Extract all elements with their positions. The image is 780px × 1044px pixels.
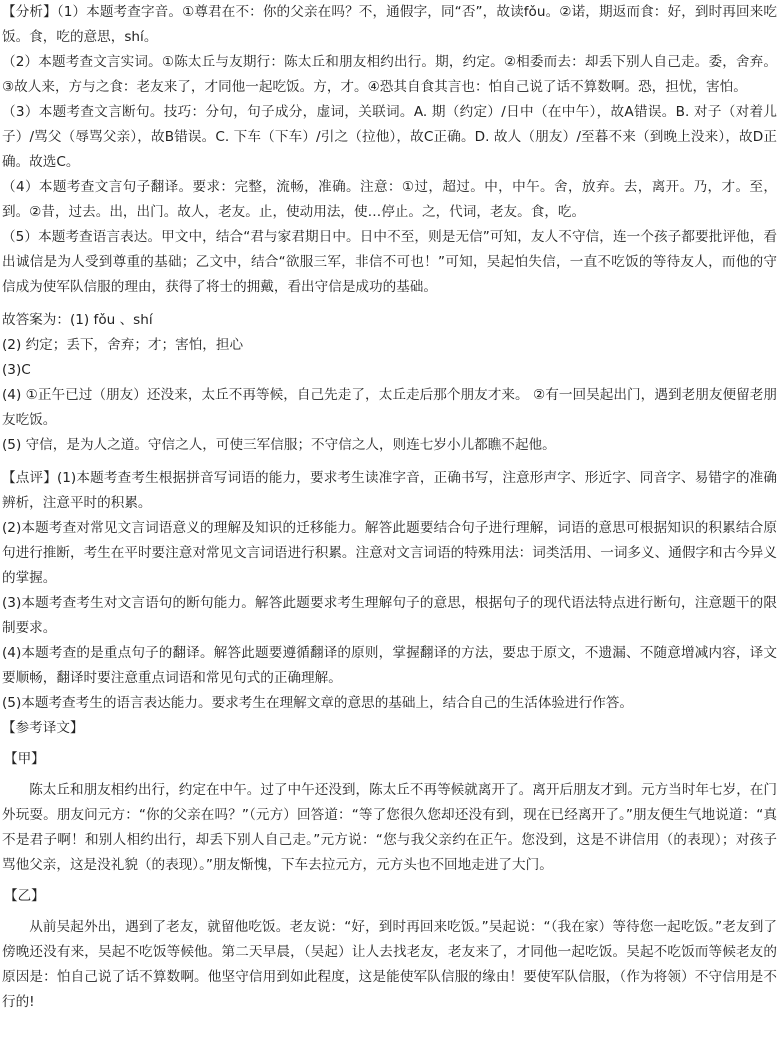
comment-paragraph-3: (3)本题考查考生对文言语句的断句能力。解答此题要求考生理解句子的意思，根据句子的现代语法特点进行断句，注意题干的限制要求。	[2, 595, 777, 636]
analysis-section	[2, 0, 777, 300]
analysis-paragraph-4: （4）本题考查文言句子翻译。要求：完整，流畅，准确。注意：①过，超过。中，中午。舍，放弃。去，离开。乃，才。至，到。②昔，过去。出，出门。故人，老友。止，使动用法，使…停止。之，代词，老友。食，吃。	[2, 179, 777, 220]
section-b-heading: 【乙】	[4, 888, 45, 904]
answer-section	[2, 308, 777, 458]
section-a-heading: 【甲】	[4, 751, 45, 767]
translation-heading: 【参考译文】	[2, 720, 84, 736]
comment-paragraph-5: (5)本题考查考生的语言表达能力。要求考生在理解文章的意思的基础上，结合自己的生活体验进行作答。	[2, 695, 633, 711]
answer-line-3: (3)C	[2, 362, 31, 378]
comment-paragraph-2: (2)本题考查对常见文言词语意义的理解及知识的迁移能力。解答此题要结合句子进行理解，词语的意思可根据知识的积累结合原句进行推断，考生在平时要注意对常见文言词语进行积累。注意对文言词语的特殊用法：词类活用、一词多义、通假字和古今异义的掌握。	[2, 520, 777, 586]
comment-paragraph-1: 【点评】(1)本题考查考生根据拼音写词语的能力，要求考生读准字音，正确书写，注意形声字、形近字、同音字、易错字的准确辨析，注意平时的积累。	[2, 470, 777, 511]
answer-line-1: 故答案为：(1) fǒu 、shí	[2, 312, 153, 328]
answer-line-2: (2) 约定；丢下，舍弃；才；害怕，担心	[2, 337, 244, 353]
analysis-paragraph-1: 【分析】（1）本题考查字音。①尊君在不：你的父亲在吗？不，通假字，同“否”，故读fǒu。②诺，期返而食：好，到时再回来吃饭。食，吃的意思，shí。	[2, 4, 777, 45]
section-b-text: 从前吴起外出，遇到了老友，就留他吃饭。老友说：“好，到时再回来吃饭。”吴起说：“（我在家）等待您一起吃饭。”老友到了傍晚还没有来，吴起不吃饭等候他。第二天早晨，（吴起）让人去找老友，老友来了，才同他一起吃饭。吴起不吃饭而等候老友的原因是：怕自己说了话不算数啊。他坚守信用到如此程度，这是能使军队信服的缘由！要使军队信服，（作为将领）不守信用是不行的!	[2, 919, 777, 1010]
answer-line-4: (4) ①正午已过（朋友）还没来，太丘不再等候，自己先走了，太丘走后那个朋友才来。 ②有一回吴起出门，遇到老朋友便留老朋友吃饭。	[2, 387, 777, 428]
analysis-paragraph-3: （3）本题考查文言断句。技巧：分句，句子成分，虚词，关联词。A. 期（约定）/日中（在中午），故A错误。B. 对子（对着儿子）/骂父（辱骂父亲），故B错误。C. 下车（下车）/引之（拉他），故C正确。D. 故人（朋友）/至暮不来（到晚上没来），故D正确。故选C。	[2, 104, 777, 170]
analysis-paragraph-5: （5）本题考查语言表达。甲文中，结合“君与家君期日中。日中不至，则是无信”可知，友人不守信，连一个孩子都要批评他，看出诚信是为人受到尊重的基础；乙文中，结合“欲服三军，非信不可也！”可知，吴起怕失信，一直不吃饭的等待友人，而他的守信成为使军队信服的理由，获得了将士的拥戴，看出守信是成功的基础。	[2, 229, 777, 295]
section-a-text: 陈太丘和朋友相约出行，约定在中午。过了中午还没到，陈太丘不再等候就离开了。离开后朋友才到。元方当时年七岁，在门外玩耍。朋友问元方：“你的父亲在吗？”（元方）回答道：“等了您很久您却还没有到，现在已经离开了。”朋友便生气地说道：“真不是君子啊！和别人相约出行，却丢下别人自己走。”元方说：“您与我父亲约在正午。您没到，这是不讲信用（的表现）；对孩子骂他父亲，这是没礼貌（的表现）。”朋友惭愧，下车去拉元方，元方头也不回地走进了大门。	[2, 782, 777, 873]
analysis-paragraph-2: （2）本题考查文言实词。①陈太丘与友期行：陈太丘和朋友相约出行。期，约定。②相委而去：却丢下别人自己走。委，舍弃。③故人来，方与之食：老友来了，才同他一起吃饭。方，才。④恐其自食其言也：怕自己说了话不算数啊。恐，担忧，害怕。	[2, 54, 777, 95]
answer-line-5: (5) 守信，是为人之道。守信之人，可使三军信服；不守信之人，则连七岁小儿都瞧不起他。	[2, 437, 556, 453]
comment-section	[2, 466, 777, 716]
comment-paragraph-4: (4)本题考查的是重点句子的翻译。解答此题要遵循翻译的原则，掌握翻译的方法，要忠于原文，不遗漏、不随意增减内容，译文要顺畅，翻译时要注意重点词语和常见句式的正确理解。	[2, 645, 777, 686]
